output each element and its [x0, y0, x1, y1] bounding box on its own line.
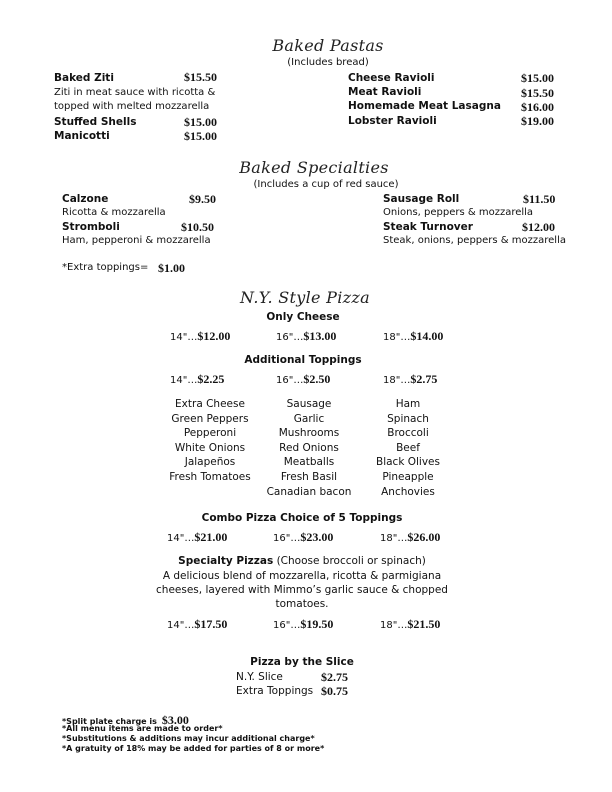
slice-title: Pizza by the Slice — [250, 656, 354, 668]
menu-item-name: Stuffed Shells — [54, 116, 137, 128]
topping-item: Beef — [396, 441, 420, 454]
topping-item: Fresh Tomatoes — [169, 470, 251, 483]
menu-item-description: topped with melted mozzarella — [54, 101, 210, 112]
footnote: *Substitutions & additions may incur additional charge* — [62, 734, 315, 743]
menu-item-price: $19.00 — [521, 114, 554, 128]
menu-item-price: $15.00 — [184, 115, 217, 129]
menu-item-price: $9.50 — [189, 192, 216, 206]
size-price: 14"…$12.00 — [170, 329, 231, 343]
specialty-pizzas-heading: Specialty Pizzas (Choose broccoli or spinach) — [178, 555, 426, 567]
topping-item: Garlic — [293, 412, 325, 425]
topping-item: Red Onions — [279, 441, 339, 454]
menu-item-name: Lobster Ravioli — [348, 115, 437, 127]
menu-item-price: $15.50 — [521, 86, 554, 100]
baked-pastas-title: Baked Pastas — [272, 36, 384, 55]
specialty-description: cheeses, layered with Mimmo’s garlic sauce & chopped — [156, 584, 448, 596]
combo-pizza-label: Combo Pizza Choice of 5 Toppings — [201, 512, 403, 524]
split-plate-note: *Split plate charge is $3.00 — [62, 713, 189, 727]
menu-item-name: Baked Ziti — [54, 72, 114, 84]
topping-item: Pepperoni — [183, 427, 237, 440]
topping-item: Canadian bacon — [266, 485, 352, 498]
additional-toppings-label: Additional Toppings — [244, 354, 362, 366]
menu-item-description: Ricotta & mozzarella — [62, 207, 166, 218]
menu-item-name: Homemade Meat Lasagna — [348, 100, 501, 112]
menu-item-name: Sausage Roll — [383, 193, 460, 205]
topping-item: Mushrooms — [278, 427, 340, 440]
menu-item-price: $11.50 — [523, 192, 556, 206]
menu-item-price: $15.00 — [521, 71, 554, 85]
extra-toppings-price: $1.00 — [158, 261, 185, 275]
size-price: 18"…$2.75 — [383, 372, 438, 386]
slice-item-price: $0.75 — [321, 684, 348, 698]
specialty-description: A delicious blend of mozzarella, ricotta & parmigiana — [162, 570, 442, 582]
size-price: 16"…$19.50 — [273, 617, 334, 631]
menu-item-price: $16.00 — [521, 100, 554, 114]
topping-item: Spinach — [387, 412, 429, 425]
menu-item-price: $12.00 — [522, 220, 555, 234]
size-price: 16"…$23.00 — [273, 530, 334, 544]
topping-item: Extra Cheese — [175, 398, 245, 410]
slice-item-price: $2.75 — [321, 670, 348, 684]
menu-item-description: Onions, peppers & mozzarella — [383, 207, 534, 218]
menu-item-price: $10.50 — [181, 220, 214, 234]
topping-item: White Onions — [174, 441, 246, 454]
topping-item: Sausage — [286, 398, 332, 410]
slice-item-name: N.Y. Slice — [236, 671, 283, 683]
menu-item-name: Cheese Ravioli — [348, 72, 435, 84]
menu-item-name: Stromboli — [62, 221, 120, 233]
size-price: 16"…$13.00 — [276, 329, 337, 343]
topping-item: Meatballs — [283, 456, 335, 469]
size-price: 18"…$14.00 — [383, 329, 444, 343]
topping-item: Anchovies — [381, 485, 435, 498]
size-price: 14"…$21.00 — [167, 530, 228, 544]
extra-toppings-label: *Extra toppings= — [62, 262, 149, 273]
menu-item-price: $15.00 — [184, 129, 217, 143]
size-price: 14"…$17.50 — [167, 617, 228, 631]
menu-item-description: Ziti in meat sauce with ricotta & — [54, 87, 216, 98]
specialty-description: tomatoes. — [275, 598, 329, 610]
size-price: 14"…$2.25 — [170, 372, 225, 386]
menu-item-description: Ham, pepperoni & mozzarella — [62, 235, 211, 246]
toppings-column-3 — [348, 397, 468, 499]
ny-pizza-title: N.Y. Style Pizza — [240, 288, 370, 307]
size-price: 18"…$26.00 — [380, 530, 441, 544]
footnote: *All menu items are made to order* — [62, 724, 223, 733]
menu-item-description: Steak, onions, peppers & mozzarella — [383, 235, 566, 246]
topping-item: Black Olives — [376, 456, 440, 469]
topping-item: Green Peppers — [171, 412, 249, 425]
topping-item: Pineapple — [382, 470, 434, 483]
footnote: *A gratuity of 18% may be added for parties of 8 or more* — [62, 744, 325, 753]
menu-item-name: Meat Ravioli — [348, 86, 422, 98]
topping-item: Broccoli — [387, 427, 429, 440]
topping-item: Jalapeños — [184, 456, 236, 469]
menu-item-name: Calzone — [62, 193, 109, 205]
menu-item-name: Manicotti — [54, 130, 110, 142]
baked-specialties-title: Baked Specialties — [239, 158, 389, 177]
slice-item-name: Extra Toppings — [236, 685, 314, 697]
size-price: 16"…$2.50 — [276, 372, 331, 386]
menu-item-name: Steak Turnover — [383, 221, 473, 233]
baked-pastas-subtitle: (Includes bread) — [287, 57, 369, 68]
topping-item: Fresh Basil — [280, 470, 338, 483]
menu-item-price: $15.50 — [184, 70, 217, 84]
size-price: 18"…$21.50 — [380, 617, 441, 631]
only-cheese-label: Only Cheese — [266, 311, 340, 323]
baked-specialties-subtitle: (Includes a cup of red sauce) — [253, 179, 399, 190]
topping-item: Ham — [395, 398, 421, 410]
